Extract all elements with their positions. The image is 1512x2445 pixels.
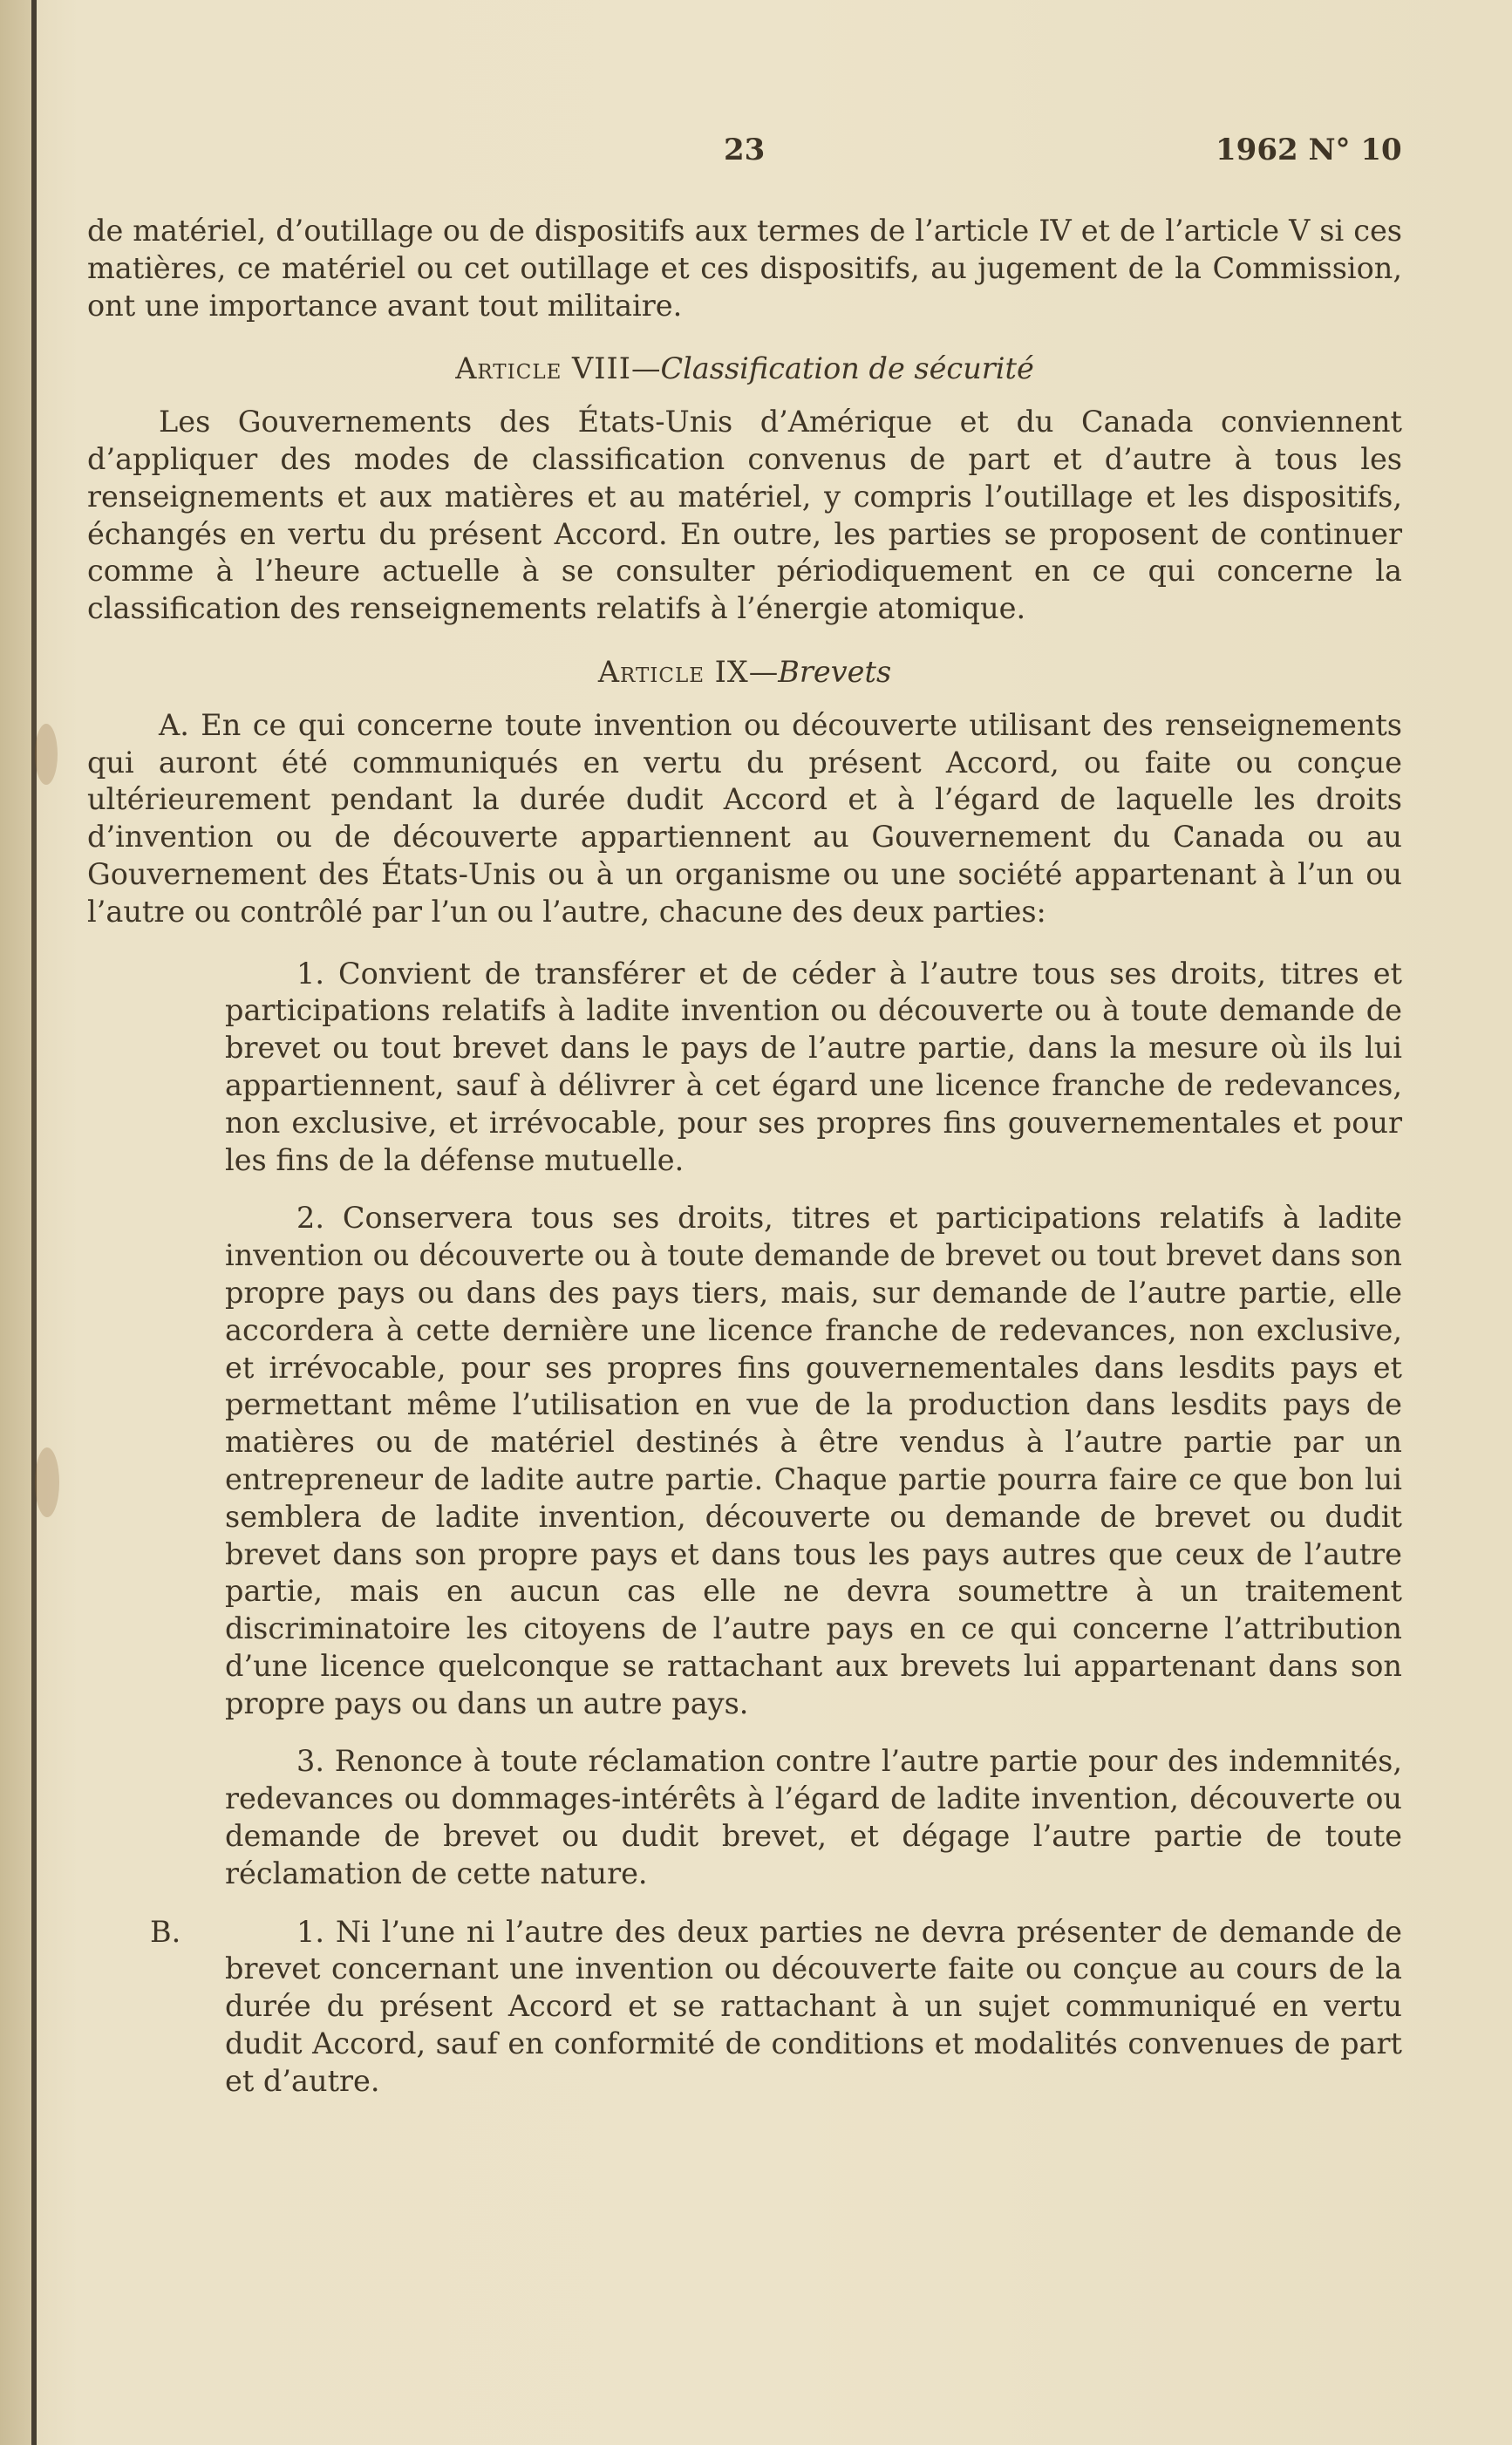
section-b — [87, 1914, 1402, 2101]
document-reference: 1962 N° 10 — [1216, 133, 1402, 167]
page-content — [87, 213, 1402, 2101]
binding-edge — [31, 0, 37, 2445]
article-9-section-a: A. En ce qui concerne toute invention ou découverte utilisant des renseignements qui auront été communiqués en vertu du présent Accord, ou faite ou conçue ultérieurement pendant la durée dudit Accord et à l’égard de laquelle les droits d’invention ou de découverte appartiennent au Gouvernement du Canada ou au Gouvernement des États-Unis ou à un organisme ou une société appartenant à l’un ou l’autre ou contrôlé par l’un ou l’autre, chacune des deux parties: — [87, 707, 1402, 929]
section-b-label: B. — [150, 1914, 181, 1949]
section-a-item-3: 3. Renonce à toute réclamation contre l’autre partie pour des indemnités, redevances ou dommages-intérêts à l’égard de ladite invention, découverte ou demande de brevet ou dudit brevet, et dégage l’autre partie de toute réclamation de cette nature. — [225, 1744, 1402, 1890]
section-a-item-1: 1. Convient de transférer et de céder à l’autre tous ses droits, titres et participations relatifs à ladite invention ou découverte ou à toute demande de brevet ou tout brevet dans le pays de l’autre partie, dans la mesure où ils lui appartiennent, sauf à délivrer à cet égard une licence franche de redevances, non exclusive, et irrévocable, pour ses propres fins gouvernementales et pour les fins de la défense mutuelle. — [225, 956, 1402, 1177]
page-number: 23 — [724, 133, 766, 167]
em-dash: — — [748, 654, 779, 689]
page-header — [0, 133, 1512, 174]
article-8-label: Article VIII — [455, 351, 631, 386]
article-8-body: Les Gouvernements des États-Unis d’Amérique et du Canada conviennent d’appliquer des modes de classification convenus de part et d’autre à tous les renseignements et aux matières et au matériel, y compris l’outillage et les dispositifs, échangés en vertu du présent Accord. En outre, les parties se proposent de continuer comme à l’heure actuelle à se consulter périodiquement en ce qui concerne la classification des renseignements relatifs à l’énergie atomique. — [87, 405, 1402, 626]
article-8-title: Classification de sécurité — [660, 351, 1034, 386]
article-8-heading — [87, 351, 1402, 388]
foxing-spot — [35, 724, 58, 785]
em-dash: — — [630, 351, 661, 386]
article-9-heading — [87, 654, 1402, 691]
section-a-item-2: 2. Conservera tous ses droits, titres et participations relatifs à ladite invention ou découverte ou à toute demande de brevet ou tout brevet dans son propre pays ou dans des pays tiers, mais, sur demande de l’autre partie, elle accordera à cette dernière une licence franche de redevances, non exclusive, et irrévocable, pour ses propres fins gouvernementales dans lesdits pays et permettant même l’utilisation en vue de la production dans lesdits pays de matières ou de matériel destinés à être vendus à l’autre partie par un entrepreneur de ladite autre partie. Chaque partie pourra faire ce que bon lui semblera de ladite invention, découverte ou demande de brevet ou dudit brevet dans son propre pays et dans tous les pays autres que ceux de l’autre partie, mais en aucun cas elle ne devra soumettre à un traitement discriminatoire les citoyens de l’autre pays en ce qui concerne l’attribution d’une licence quelconque se rattachant aux brevets lui appartenant dans son propre pays ou dans un autre pays. — [225, 1201, 1402, 1720]
article-9-title: Brevets — [778, 654, 892, 689]
foxing-spot — [35, 1447, 59, 1517]
article-9-label: Article IX — [597, 654, 749, 689]
section-b-item-1: 1. Ni l’une ni l’autre des deux parties ne devra présenter de demande de brevet concernant une invention ou découverte faite ou conçue au cours de la durée du présent Accord et se rattachant à un sujet communiqué en vertu dudit Accord, sauf en conformité de conditions et modalités convenues de part et d’autre. — [225, 1914, 1402, 2098]
intro-paragraph: de matériel, d’outillage ou de dispositifs aux termes de l’article IV et de l’article V si ces matières, ce matériel ou cet outillage et ces dispositifs, au jugement de la Commission, ont une importance avant tout militaire. — [87, 214, 1402, 323]
binding-shadow — [0, 0, 31, 2445]
